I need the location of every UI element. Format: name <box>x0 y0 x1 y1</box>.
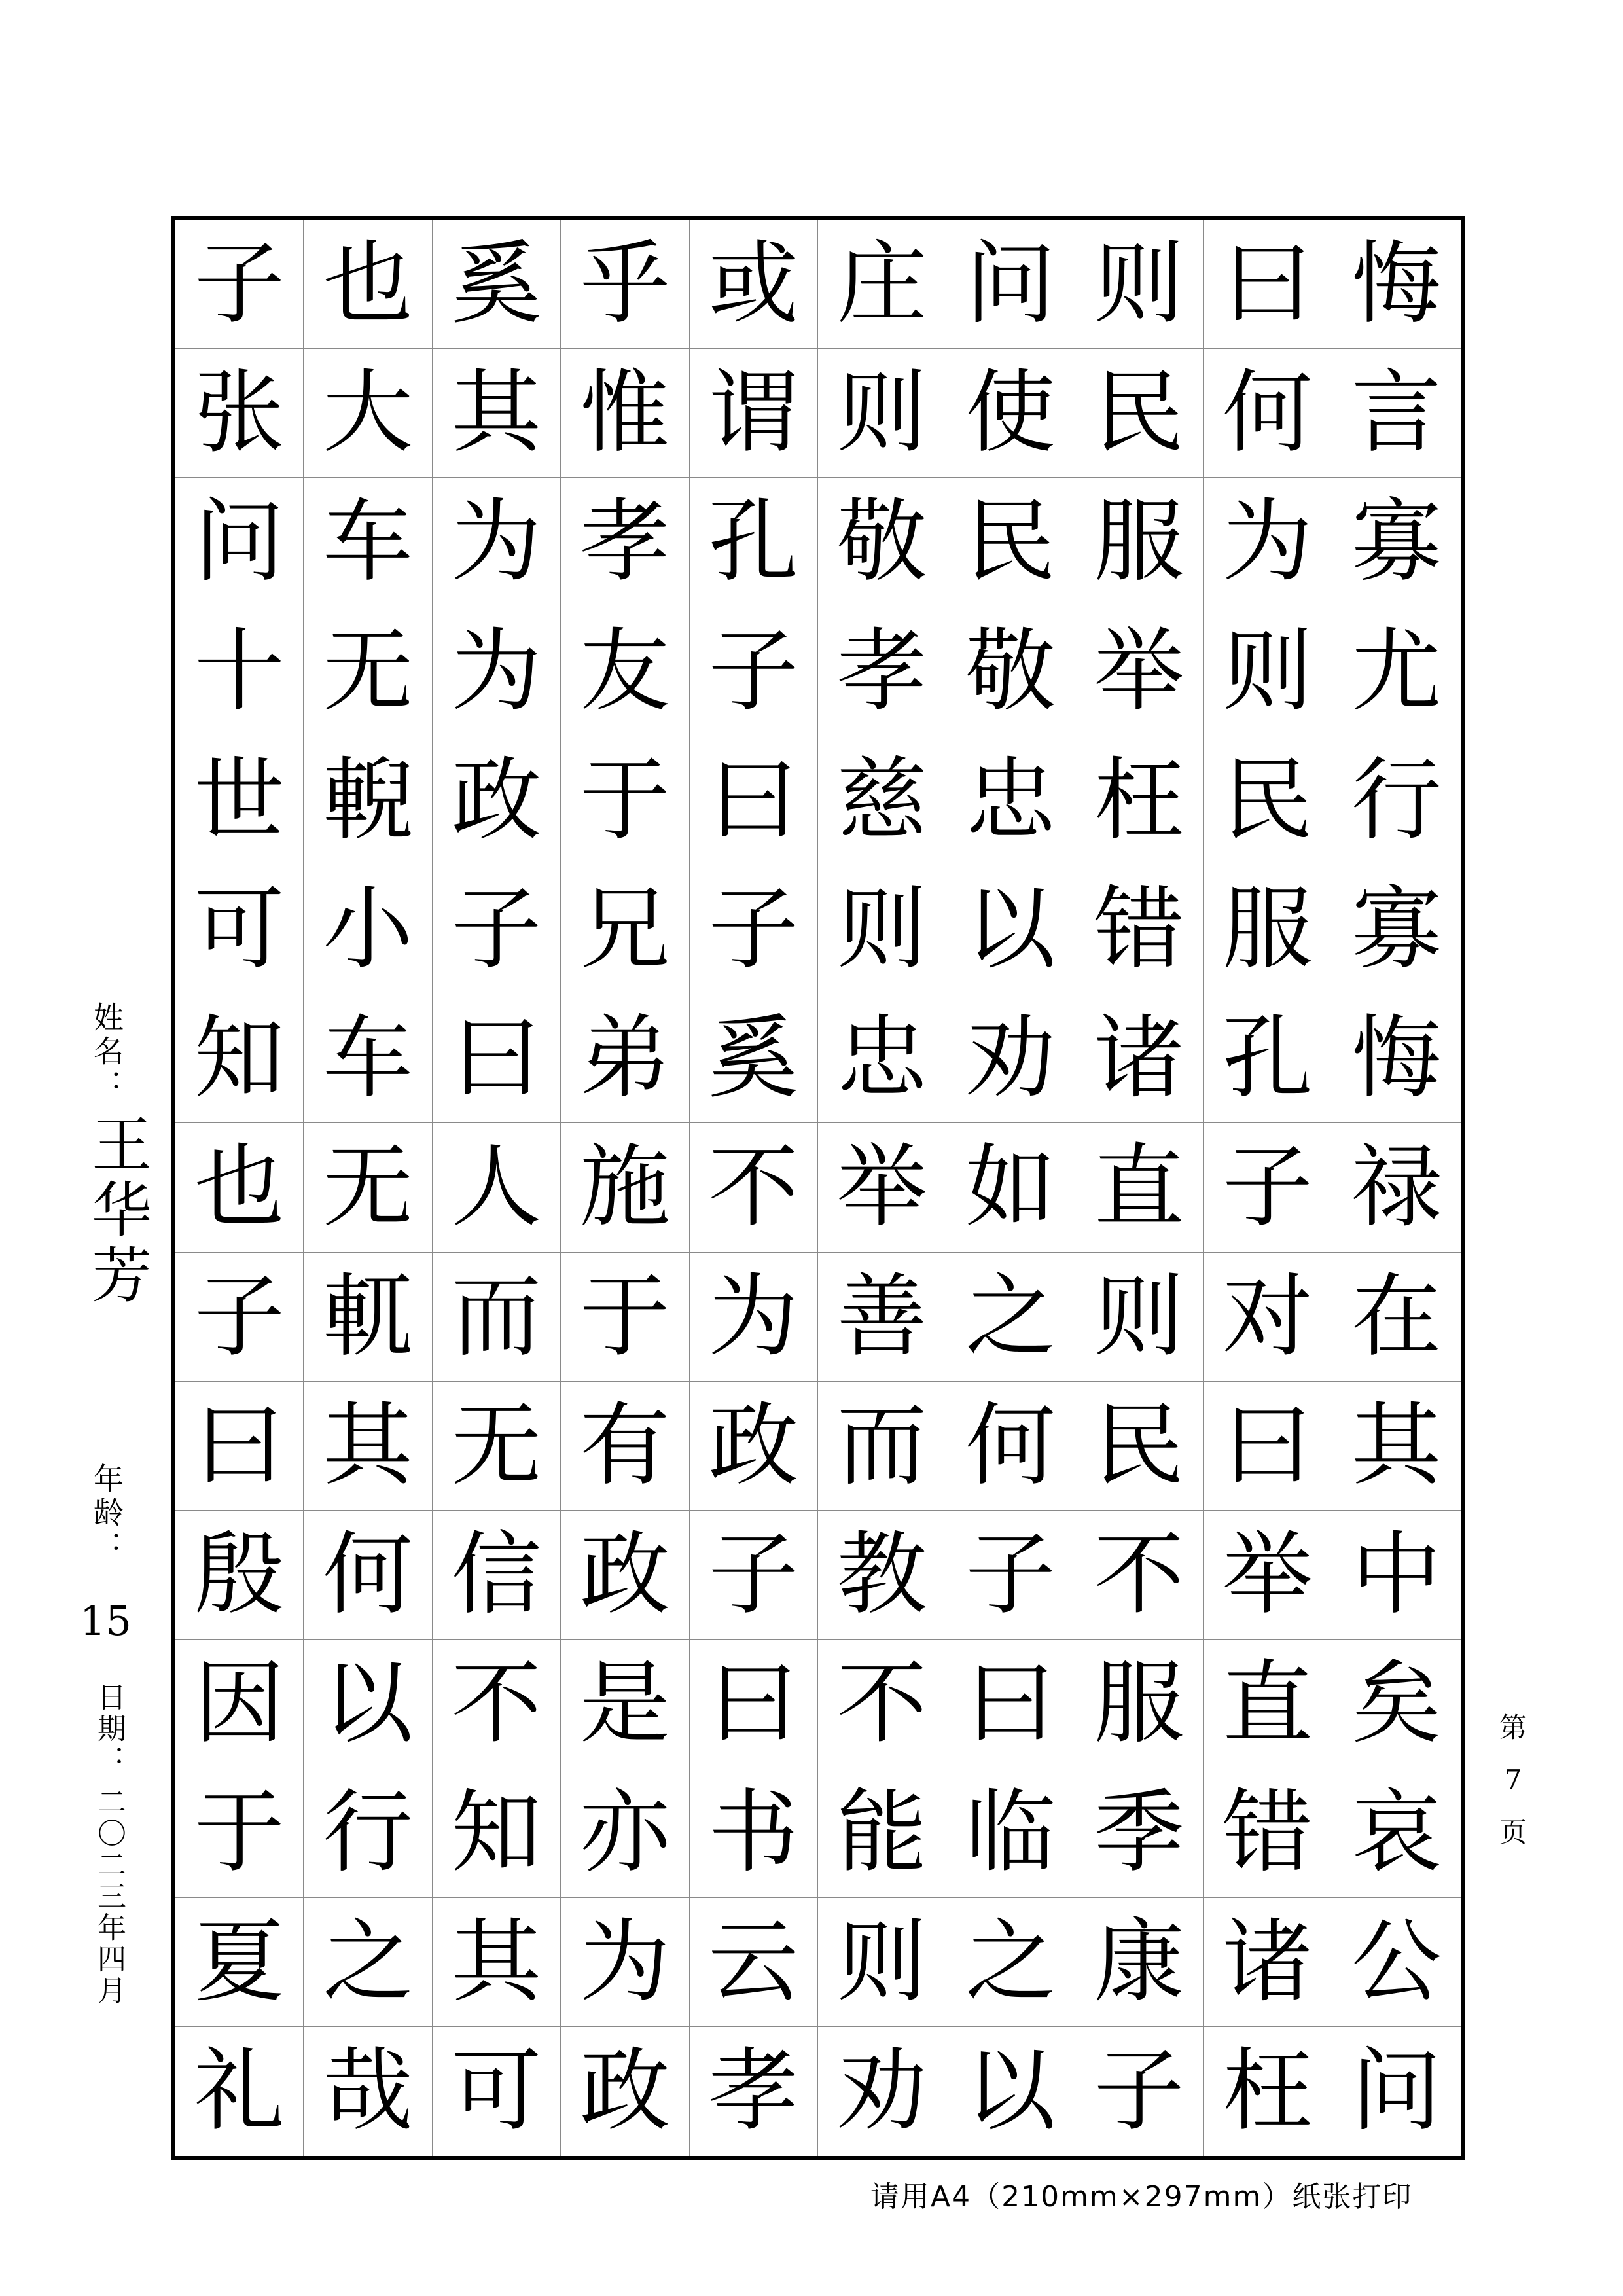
grid-cell: 信 <box>433 1511 561 1640</box>
grid-cell: 政 <box>433 736 561 865</box>
grid-cell: 夏 <box>175 1898 304 2027</box>
grid-cell: 其 <box>433 1898 561 2027</box>
grid-cell: 民 <box>946 478 1075 607</box>
grid-cell: 可 <box>175 865 304 994</box>
grid-cell: 惟 <box>561 349 689 478</box>
grid-cell: 车 <box>304 478 432 607</box>
grid-cell: 则 <box>1075 220 1204 349</box>
grid-cell: 错 <box>1075 865 1204 994</box>
age-value: 15 <box>80 1597 132 1645</box>
grid-cell: 服 <box>1075 478 1204 607</box>
grid-cell: 教 <box>818 1511 946 1640</box>
grid-cell: 康 <box>1075 1898 1204 2027</box>
grid-cell: 何 <box>1204 349 1332 478</box>
grid-cell: 举 <box>818 1123 946 1252</box>
grid-cell: 则 <box>818 865 946 994</box>
grid-cell: 服 <box>1204 865 1332 994</box>
grid-cell: 行 <box>1332 736 1461 865</box>
grid-cell: 以 <box>304 1640 432 1768</box>
grid-cell: 问 <box>175 478 304 607</box>
grid-cell: 政 <box>561 2027 689 2156</box>
grid-cell: 寡 <box>1332 478 1461 607</box>
grid-cell: 輗 <box>304 736 432 865</box>
grid-cell: 亦 <box>561 1768 689 1897</box>
grid-cell: 是 <box>561 1640 689 1768</box>
grid-cell: 无 <box>304 607 432 736</box>
grid-cell: 问 <box>946 220 1075 349</box>
grid-cell: 子 <box>1075 2027 1204 2156</box>
grid-cell: 曰 <box>1204 220 1332 349</box>
grid-cell: 不 <box>690 1123 818 1252</box>
print-note: 请用A4（210mm×297mm）纸张打印 <box>870 2180 1413 2214</box>
grid-cell: 诸 <box>1075 994 1204 1123</box>
grid-cell: 或 <box>690 220 818 349</box>
grid-cell: 云 <box>690 1898 818 2027</box>
grid-cell: 有 <box>561 1382 689 1511</box>
grid-cell: 民 <box>1075 1382 1204 1511</box>
grid-cell: 子 <box>175 1253 304 1382</box>
grid-cell: 劝 <box>818 2027 946 2156</box>
grid-cell: 子 <box>946 1511 1075 1640</box>
grid-cell: 不 <box>433 1640 561 1768</box>
grid-cell: 悔 <box>1332 220 1461 349</box>
page-number: 7 <box>1504 1764 1522 1796</box>
grid-cell: 因 <box>175 1640 304 1768</box>
grid-cell: 不 <box>818 1640 946 1768</box>
grid-cell: 枉 <box>1075 736 1204 865</box>
grid-cell: 奚 <box>690 994 818 1123</box>
grid-cell: 曰 <box>175 1382 304 1511</box>
grid-cell: 也 <box>304 220 432 349</box>
grid-cell: 庄 <box>818 220 946 349</box>
grid-cell: 于 <box>175 1768 304 1897</box>
grid-cell: 为 <box>561 1898 689 2027</box>
grid-cell: 无 <box>433 1382 561 1511</box>
grid-cell: 哀 <box>1332 1768 1461 1897</box>
grid-cell: 则 <box>818 349 946 478</box>
page-number-block <box>1493 1702 1533 1859</box>
grid-cell: 其 <box>304 1382 432 1511</box>
grid-cell: 敬 <box>818 478 946 607</box>
grid-cell: 公 <box>1332 1898 1461 2027</box>
name-value: 王华芳 <box>82 1113 152 1309</box>
grid-cell: 问 <box>1351 2038 1442 2144</box>
grid-cell: 无 <box>304 1123 432 1252</box>
grid-cell: 子 <box>690 607 818 736</box>
grid-cell: 忠 <box>946 736 1075 865</box>
grid-cell: 则 <box>1204 607 1332 736</box>
grid-cell: 能 <box>818 1768 946 1897</box>
grid-cell: 慈 <box>818 736 946 865</box>
grid-cell: 世 <box>175 736 304 865</box>
grid-cell: 寡 <box>1332 865 1461 994</box>
grid-cell: 奚 <box>433 220 561 349</box>
age-label: 年龄： <box>89 1463 124 1565</box>
grid-cell: 而 <box>818 1382 946 1511</box>
grid-cell: 在 <box>1332 1253 1461 1382</box>
grid-cell: 也 <box>175 1123 304 1252</box>
grid-cell: 以 <box>946 865 1075 994</box>
grid-cell: 哉 <box>304 2027 432 2156</box>
grid-cell: 其 <box>433 349 561 478</box>
grid-cell: 对 <box>1204 1253 1332 1382</box>
grid-cell: 于 <box>561 736 689 865</box>
grid-cell: 枉 <box>1204 2027 1332 2156</box>
grid-cell: 孝 <box>818 607 946 736</box>
grid-cell: 善 <box>818 1253 946 1382</box>
grid-cell: 之 <box>304 1898 432 2027</box>
grid-cell: 书 <box>690 1768 818 1897</box>
grid-cell: 礼 <box>175 2027 304 2156</box>
grid-cell: 軏 <box>304 1253 432 1382</box>
date-value: 二〇二三年四月 <box>92 1787 126 2007</box>
grid-cell: 友 <box>561 607 689 736</box>
grid-cell: 如 <box>946 1123 1075 1252</box>
grid-cell: 兄 <box>561 865 689 994</box>
grid-cell: 何 <box>304 1511 432 1640</box>
grid-cell: 行 <box>304 1768 432 1897</box>
grid-cell: 诸 <box>1204 1898 1332 2027</box>
grid-cell: 谓 <box>690 349 818 478</box>
grid-cell: 临 <box>946 1768 1075 1897</box>
grid-cell: 举 <box>1204 1511 1332 1640</box>
grid-cell: 施 <box>561 1123 689 1252</box>
grid-cell: 曰 <box>1204 1382 1332 1511</box>
grid-cell: 矣 <box>1332 1640 1461 1768</box>
grid-cell: 民 <box>1204 736 1332 865</box>
grid-cell: 尤 <box>1332 607 1461 736</box>
grid-cell: 知 <box>433 1768 561 1897</box>
grid-cell: 为 <box>690 1253 818 1382</box>
grid-cell: 则 <box>1075 1253 1204 1382</box>
grid-cell: 可 <box>433 2027 561 2156</box>
grid-cell: 弟 <box>561 994 689 1123</box>
grid-cell: 小 <box>304 865 432 994</box>
grid-cell: 之 <box>946 1253 1075 1382</box>
grid-cell: 季 <box>1075 1768 1204 1897</box>
grid-cell: 知 <box>175 994 304 1123</box>
grid-cell: 悔 <box>1332 994 1461 1123</box>
page-suffix: 页 <box>1499 1816 1527 1848</box>
grid-cell: 服 <box>1075 1640 1204 1768</box>
grid-cell: 子 <box>433 865 561 994</box>
grid-cell: 之 <box>946 1898 1075 2027</box>
writing-grid <box>171 216 1465 2160</box>
grid-cell: 孔 <box>690 478 818 607</box>
grid-cell: 而 <box>433 1253 561 1382</box>
grid-cell: 举 <box>1075 607 1204 736</box>
grid-cell: 为 <box>433 478 561 607</box>
grid-cell: 子 <box>690 1511 818 1640</box>
grid-cell: 孔 <box>1204 994 1332 1123</box>
grid-cell: 言 <box>1332 349 1461 478</box>
grid-cell: 为 <box>1204 478 1332 607</box>
grid-cell: 政 <box>561 1511 689 1640</box>
grid-cell: 十 <box>175 607 304 736</box>
grid-cell: 殷 <box>175 1511 304 1640</box>
grid-cell: 于 <box>561 1253 689 1382</box>
grid-cell: 直 <box>1075 1123 1204 1252</box>
name-label: 姓名： <box>89 1001 124 1103</box>
grid-cell: 曰 <box>946 1640 1075 1768</box>
grid-cell: 错 <box>1204 1768 1332 1897</box>
grid-cell: 曰 <box>690 736 818 865</box>
grid-cell: 何 <box>946 1382 1075 1511</box>
grid-cell: 子 <box>175 220 304 349</box>
grid-cell: 民 <box>1075 349 1204 478</box>
grid-cell: 则 <box>818 1898 946 2027</box>
grid-cell: 中 <box>1332 1511 1461 1640</box>
grid-cell: 张 <box>175 349 304 478</box>
grid-cell: 孝 <box>561 478 689 607</box>
date-label: 日期： <box>92 1682 126 1776</box>
grid-cell: 使 <box>946 349 1075 478</box>
grid-cell: 车 <box>304 994 432 1123</box>
grid-cell: 劝 <box>946 994 1075 1123</box>
grid-cell: 乎 <box>561 220 689 349</box>
grid-cell: 忠 <box>818 994 946 1123</box>
grid-cell: 政 <box>690 1382 818 1511</box>
grid-cell: 子 <box>1204 1123 1332 1252</box>
grid-cell: 禄 <box>1332 1123 1461 1252</box>
grid-cell: 以 <box>946 2027 1075 2156</box>
page-prefix: 第 <box>1499 1712 1527 1744</box>
grid-cell: 人 <box>433 1123 561 1252</box>
grid-cell: 为 <box>433 607 561 736</box>
grid-cell: 大 <box>304 349 432 478</box>
grid-cell: 其 <box>1332 1382 1461 1511</box>
grid-cell: 不 <box>1075 1511 1204 1640</box>
grid-cell: 敬 <box>946 607 1075 736</box>
grid-cell: 直 <box>1204 1640 1332 1768</box>
grid-cell: 曰 <box>433 994 561 1123</box>
grid-cell: 孝 <box>690 2027 818 2156</box>
grid-cell: 子 <box>690 865 818 994</box>
grid-cell: 曰 <box>690 1640 818 1768</box>
